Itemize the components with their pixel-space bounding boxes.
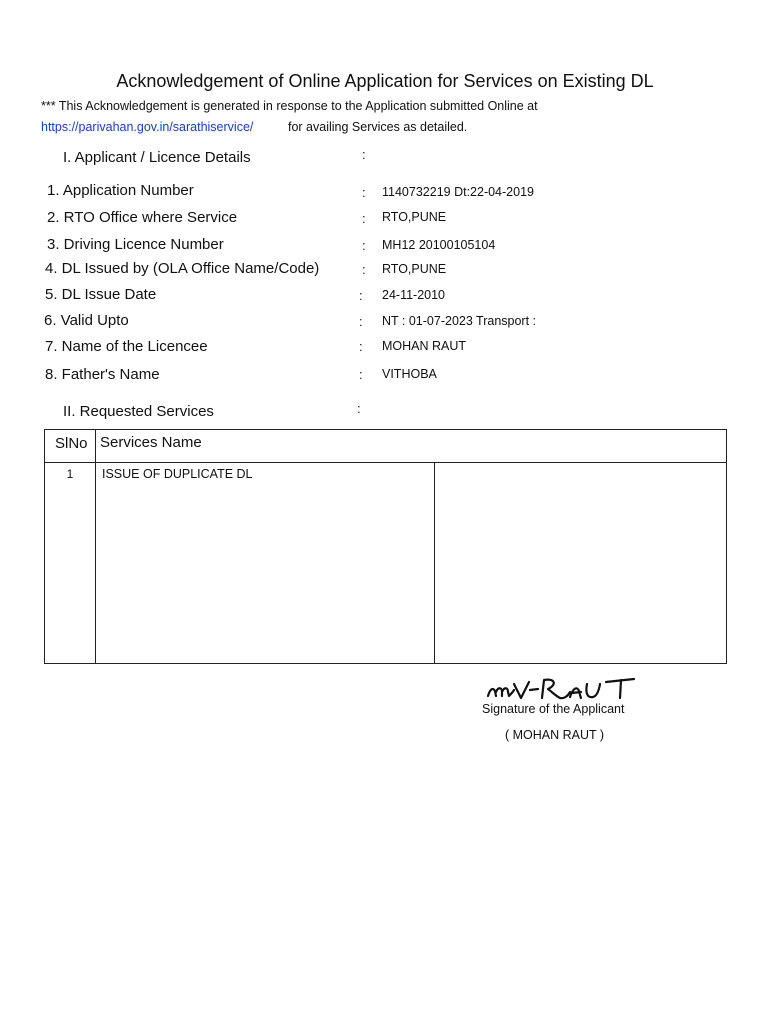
service-name-cell: ISSUE OF DUPLICATE DL [96, 463, 435, 664]
applicant-name: ( MOHAN RAUT ) [505, 728, 605, 742]
section-requested-services-heading: II. Requested Services [63, 403, 214, 420]
services-table [44, 429, 727, 664]
document-title: Acknowledgement of Online Application for Services on Existing DL [116, 71, 654, 91]
services-table-header [45, 430, 727, 463]
dl-issued-by-label: 4. DL Issued by (OLA Office Name/Code) [45, 260, 320, 277]
detail-colon: : [359, 339, 363, 354]
fathers-name-label: 8. Father's Name [45, 366, 160, 383]
slno-header: SlNo [45, 430, 96, 463]
dl-issue-date-value: 24-11-2010 [382, 288, 446, 302]
detail-colon: : [359, 288, 363, 303]
driving-licence-number-label: 3. Driving Licence Number [47, 236, 224, 253]
detail-colon: : [359, 314, 363, 329]
slno-cell: 1 [45, 463, 96, 664]
signature-caption: Signature of the Applicant [482, 702, 625, 716]
application-number-value: 1140732219 Dt:22-04-2019 [382, 185, 534, 199]
valid-upto-value: NT : 01-07-2023 Transport : [382, 314, 537, 328]
services-name-header: Services Name [96, 430, 727, 463]
driving-licence-number-value: MH12 20100105104 [382, 238, 496, 252]
detail-colon: : [362, 238, 366, 253]
sarathi-service-link[interactable]: https://parivahan.gov.in/sarathiservice/ [41, 120, 254, 134]
detail-colon: : [362, 211, 366, 226]
dl-issued-by-value: RTO,PUNE [382, 262, 447, 276]
handwritten-signature [484, 672, 664, 706]
licencee-name-label: 7. Name of the Licencee [45, 338, 208, 355]
detail-colon: : [362, 262, 366, 277]
dl-issue-date-label: 5. DL Issue Date [45, 286, 157, 303]
application-number-label: 1. Application Number [47, 182, 194, 199]
detail-colon: : [362, 185, 366, 200]
fathers-name-value: VITHOBA [382, 367, 437, 381]
detail-colon: : [359, 367, 363, 382]
valid-upto-label: 6. Valid Upto [44, 312, 129, 329]
rto-office-value: RTO,PUNE [382, 210, 447, 224]
rto-office-label: 2. RTO Office where Service [47, 209, 238, 226]
licencee-name-value: MOHAN RAUT [382, 339, 467, 353]
table-row [45, 463, 727, 664]
acknowledgement-note: *** This Acknowledgement is generated in response to the Application submitted Online at [41, 99, 538, 113]
availing-note: for availing Services as detailed. [288, 120, 468, 134]
empty-cell [435, 463, 727, 664]
section-applicant-details-heading: I. Applicant / Licence Details [63, 149, 251, 166]
section-applicant-details-colon: : [362, 147, 366, 162]
section-requested-services-colon: : [357, 401, 361, 416]
